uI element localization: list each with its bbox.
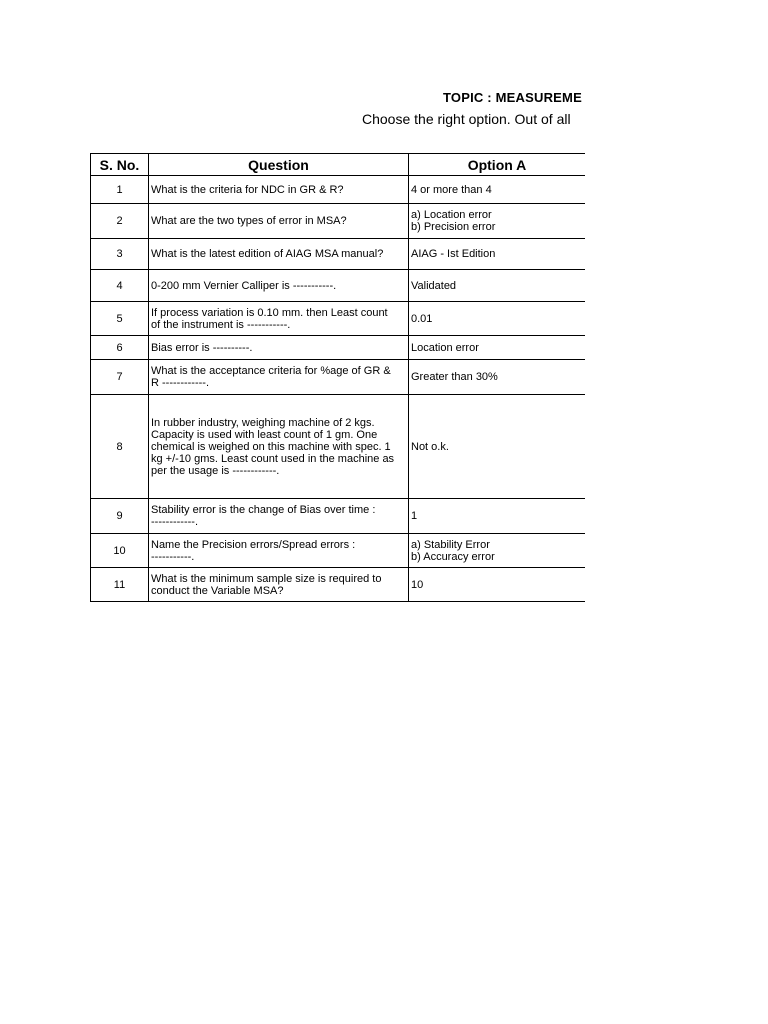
question-text-line: ------------. bbox=[151, 516, 199, 528]
option-a-cell bbox=[409, 360, 586, 395]
question-text-line: Bias error is ----------. bbox=[151, 341, 253, 354]
question-cell bbox=[149, 302, 409, 336]
question-cell bbox=[149, 336, 409, 360]
option-a-text-line: a) Location error bbox=[411, 209, 492, 221]
question-cell bbox=[149, 360, 409, 395]
table-row bbox=[91, 568, 586, 602]
topic-heading: TOPIC : MEASUREME bbox=[443, 90, 582, 105]
serial-number-cell: 10 bbox=[91, 534, 149, 568]
option-a-cell bbox=[409, 270, 586, 302]
option-a-cell bbox=[409, 534, 586, 568]
table-row bbox=[91, 302, 586, 336]
question-cell bbox=[149, 176, 409, 204]
question-text-line: What is the criteria for NDC in GR & R? bbox=[151, 183, 344, 196]
option-a-cell bbox=[409, 336, 586, 360]
question-text-line: R ------------. bbox=[151, 377, 210, 389]
table-row bbox=[91, 395, 586, 499]
column-header-sno: S. No. bbox=[91, 154, 149, 176]
question-text-line: -----------. bbox=[151, 550, 195, 563]
serial-number-cell: 6 bbox=[91, 336, 149, 360]
questions-table bbox=[90, 153, 585, 602]
option-a-text-line: b) Precision error bbox=[411, 221, 496, 233]
option-a-text-line: 0.01 bbox=[411, 312, 433, 325]
serial-number-cell: 5 bbox=[91, 302, 149, 336]
option-a-text-line: a) Stability Error bbox=[411, 538, 490, 551]
serial-number-cell: 4 bbox=[91, 270, 149, 302]
serial-number-cell: 8 bbox=[91, 395, 149, 499]
column-header-option-a: Option A bbox=[409, 154, 586, 176]
table-body bbox=[91, 176, 586, 602]
serial-number-cell: 1 bbox=[91, 176, 149, 204]
serial-number-cell: 7 bbox=[91, 360, 149, 395]
option-a-text-line: Location error bbox=[411, 341, 479, 354]
table-row bbox=[91, 239, 586, 270]
table-row bbox=[91, 360, 586, 395]
option-a-text-line: 4 or more than 4 bbox=[411, 183, 492, 196]
option-a-cell bbox=[409, 239, 586, 270]
option-a-cell bbox=[409, 302, 586, 336]
question-cell bbox=[149, 395, 409, 499]
question-text-line: conduct the Variable MSA? bbox=[151, 584, 284, 597]
question-text-line: What is the acceptance criteria for %age of GR & bbox=[151, 365, 391, 377]
question-text-line: What are the two types of error in MSA? bbox=[151, 215, 347, 227]
question-text-line: Name the Precision errors/Spread errors : bbox=[151, 538, 356, 551]
option-a-cell bbox=[409, 176, 586, 204]
question-text-line: What is the latest edition of AIAG MSA manual? bbox=[151, 248, 384, 260]
serial-number-cell: 3 bbox=[91, 239, 149, 270]
question-text-line: per the usage is ------------. bbox=[151, 464, 280, 477]
question-text-line: chemical is weighed on this machine with spec. 1 bbox=[151, 440, 391, 453]
column-header-question: Question bbox=[149, 154, 409, 176]
question-text-line: kg +/-10 gms. Least count used in the machine as bbox=[151, 452, 395, 465]
table-row bbox=[91, 534, 586, 568]
table-row bbox=[91, 204, 586, 239]
option-a-cell bbox=[409, 499, 586, 534]
option-a-cell bbox=[409, 568, 586, 602]
option-a-text-line: Not o.k. bbox=[411, 440, 449, 453]
table-row bbox=[91, 270, 586, 302]
option-a-cell bbox=[409, 204, 586, 239]
question-cell bbox=[149, 204, 409, 239]
question-cell bbox=[149, 270, 409, 302]
question-text-line: Stability error is the change of Bias over time : bbox=[151, 504, 376, 516]
table-row bbox=[91, 499, 586, 534]
question-text-line: What is the minimum sample size is required to bbox=[151, 572, 382, 585]
question-cell bbox=[149, 568, 409, 602]
question-cell bbox=[149, 534, 409, 568]
option-a-text-line: 1 bbox=[411, 510, 418, 522]
table-row bbox=[91, 336, 586, 360]
question-cell bbox=[149, 239, 409, 270]
option-a-text-line: b) Accuracy error bbox=[411, 550, 495, 563]
question-text-line: Capacity is used with least count of 1 gm. One bbox=[151, 428, 378, 441]
serial-number-cell: 9 bbox=[91, 499, 149, 534]
option-a-cell bbox=[409, 395, 586, 499]
option-a-text-line: 10 bbox=[411, 578, 424, 591]
question-text-line: In rubber industry, weighing machine of 2 kgs. bbox=[151, 416, 375, 429]
question-text-line: of the instrument is -----------. bbox=[151, 318, 291, 331]
instruction-text: Choose the right option. Out of all bbox=[362, 111, 571, 127]
option-a-text-line: Validated bbox=[411, 279, 457, 292]
serial-number-cell: 11 bbox=[91, 568, 149, 602]
option-a-text-line: Greater than 30% bbox=[411, 371, 498, 383]
option-a-text-line: AIAG - Ist Edition bbox=[411, 248, 496, 260]
serial-number-cell: 2 bbox=[91, 204, 149, 239]
table-row bbox=[91, 176, 586, 204]
question-text-line: If process variation is 0.10 mm. then Least count bbox=[151, 306, 388, 319]
question-cell bbox=[149, 499, 409, 534]
table-header-row bbox=[91, 154, 586, 176]
question-text-line: 0-200 mm Vernier Calliper is -----------. bbox=[151, 279, 337, 292]
